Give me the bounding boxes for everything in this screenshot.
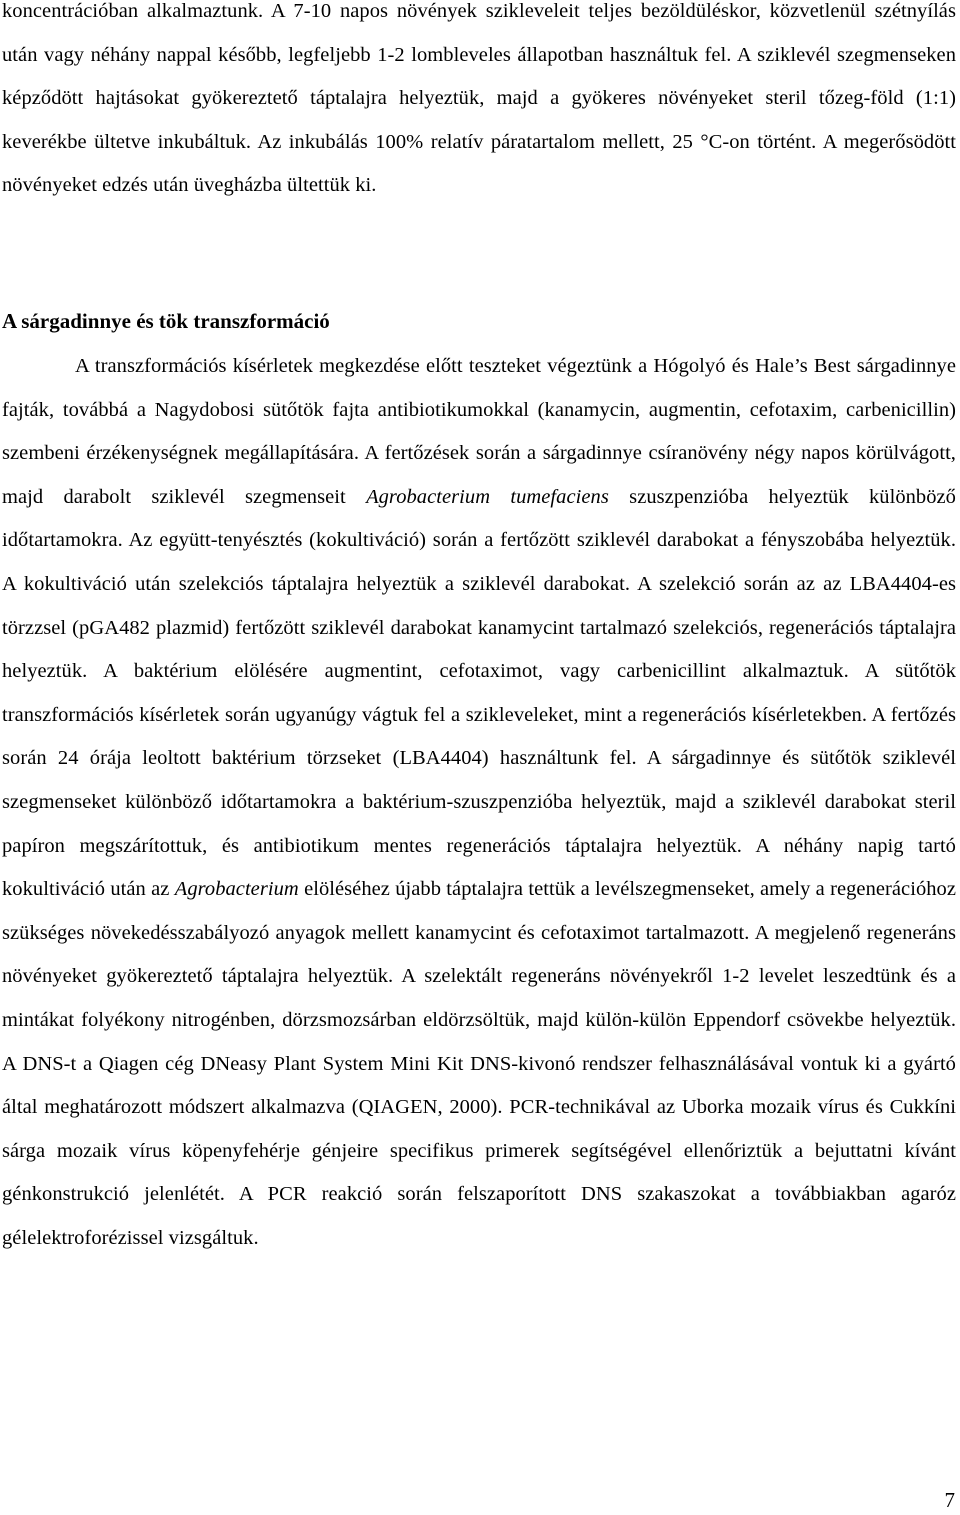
genus-name-italic: Agrobacterium [174,878,299,901]
paragraph-intro-text: koncentrációban alkalmaztunk. A 7-10 napos növények szikleveleit teljes bezöldüléskor, közvetlenül szétnyílás után vagy néhány nappal később, legfeljebb 1-2 lombleveles állapotban használtuk fel. A sziklevél szegmenseken képződött hajtásokat gyökereztető táptalajra helyeztük, majd a gyökeres növényeket steril tőzeg-föld (1:1) keverékbe ültetve inkubáltuk. Az inkubálás 100% relatív páratartalom mellett, 25 °C-on történt. A megerősödött növényeket edzés után üvegházba ültettük ki. [2,0,956,197]
page-number: 7 [944,1488,955,1512]
paragraph-intro [2,0,956,208]
paragraph-text-part2: szuszpenzióba helyeztük különböző időtartamokra. Az együtt-tenyésztés (kokultiváció) során a fertőzött sziklevél darabokat a fényszobába helyeztük. A kokultiváció után szelekciós táptalajra helyeztük a sziklevél darabokat. A szelekció során az az LBA4404-es törzzsel (pGA482 plazmid) fertőzött sziklevél darabokat kanamycint tartalmazó szelekciós, regenerációs táptalajra helyeztük. A baktérium elölésére augmentint, cefotaximot, vagy carbenicillint alkalmaztuk. A sütőtök transzformációs kísérletek során ugyanúgy vágtuk fel a szikleveleket, mint a regenerációs kísérletekben. A fertőzés során 24 órája leoltott baktérium törzseket (LBA4404) használtunk fel. A sárgadinnye és sütőtök sziklevél szegmenseket különböző időtartamokra a baktérium-szuszpenzióba helyeztük, majd a sziklevél darabokat steril papíron megszárítottuk, és antibiotikum mentes regenerációs táptalajra helyeztük. A néhány napig tartó kokultiváció után az [2,485,956,901]
paragraph-text-part3: elöléséhez újabb táptalajra tettük a levélszegmenseket, amely a regenerációhoz szükséges növekedésszabályozó anyagok mellett kanamycint és cefotaximot tartalmazott. A megjelenő regeneráns növényeket gyökereztető táptalajra helyeztük. A szelektált regeneráns növényekről 1-2 levelet leszedtünk és a mintákat folyékony nitrogénben, dörzsmozsárban eldörzsöltük, majd külön-külön Eppendorf csövekbe helyeztük. A DNS-t a Qiagen cég DNeasy Plant System Mini Kit DNS-kivonó rendszer felhasználásával vontuk ki a gyártó által meghatározott módszert alkalmazva (QIAGEN, 2000). PCR-technikával az Uborka mozaik vírus és Cukkíni sárga mozaik vírus köpenyfehérje génjeire specifikus primerek segítségével ellenőriztük a bejuttatni kívánt génkonstrukció jelenlétét. A PCR reakció során felszaporított DNS szakaszokat a továbbiakban agaróz gélelektroforézissel vizsgáltuk. [2,878,956,1249]
section-heading: A sárgadinnye és tök transzformáció [2,309,330,333]
paragraph-transformation [2,345,956,1260]
species-name-italic: Agrobacterium tumefaciens [366,485,609,508]
paragraph-text-part1: A transzformációs kísérletek megkezdése előtt teszteket végeztünk a Hógolyó és Hale’s Best sárgadinnye fajták, továbbá a Nagydobosi sütőtök fajta antibiotikumokkal (kanamycin, augmentin, cefotaxim, carbenicillin) szembeni érzékenységnek megállapítására. A fertőzések során a sárgadinnye csíranövény négy napos körülvágott, majd darabolt sziklevél szegmenseit [2,355,956,508]
